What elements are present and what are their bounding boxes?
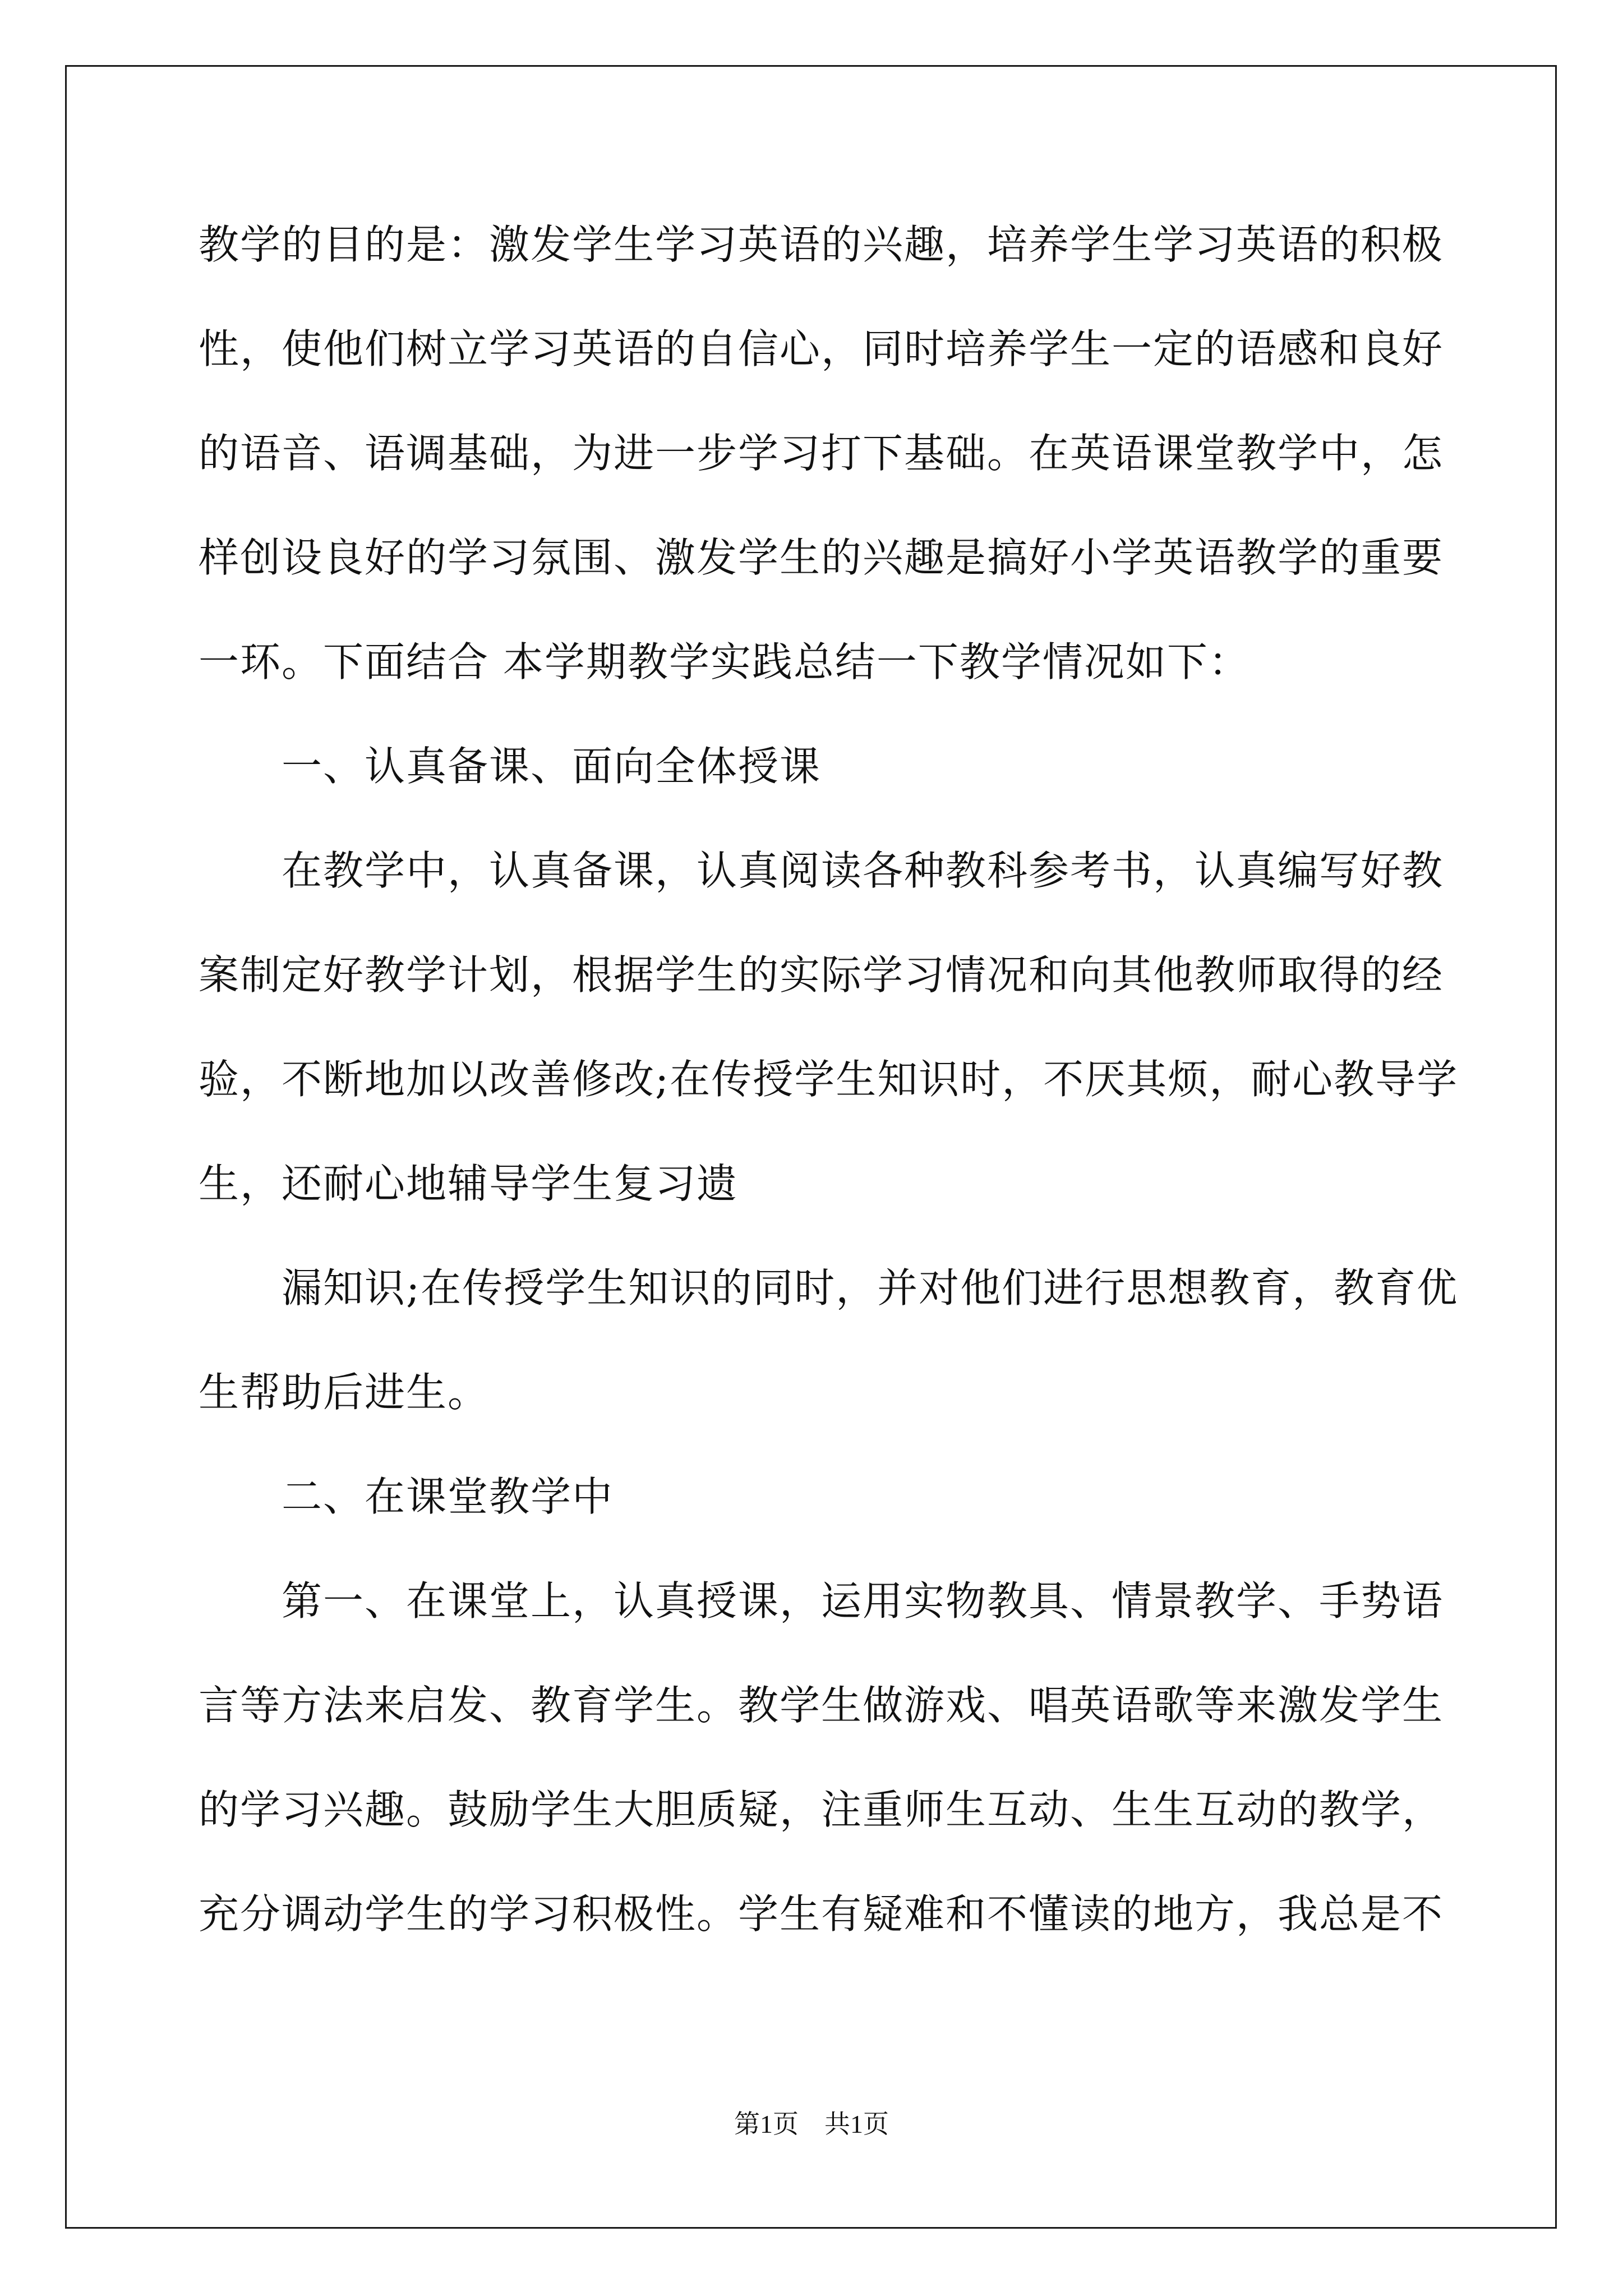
text-line-3: 的语音、语调基础，为进一步学习打下基础。在英语课堂教学中，怎: [199, 430, 1444, 477]
page-footer: 第1页 共1页: [734, 2110, 889, 2138]
text-line-7: 在教学中，认真备课，认真阅读各种教科参考书，认真编写好教: [282, 847, 1444, 894]
text-line-5: 一环。下面结合 本学期教学实践总结一下教学情况如下：: [199, 638, 1250, 685]
text-line-1: 教学的目的是：激发学生学习英语的兴趣，培养学生学习英语的积极: [199, 221, 1444, 268]
text-line-4: 样创设良好的学习氛围、激发学生的兴趣是搞好小学英语教学的重要: [199, 534, 1444, 581]
text-line-15: 言等方法来启发、教育学生。教学生做游戏、唱英语歌等来激发学生: [199, 1682, 1444, 1729]
text-line-8: 案制定好教学计划，根据学生的实际学习情况和向其他教师取得的经: [199, 951, 1444, 999]
section-heading-2: 二、在课堂教学中: [282, 1473, 614, 1520]
text-line-14: 第一、在课堂上，认真授课，运用实物教具、情景教学、手势语: [282, 1577, 1444, 1625]
text-line-16: 的学习兴趣。鼓励学生大胆质疑，注重师生互动、生生互动的教学，: [199, 1786, 1444, 1833]
text-line-12: 生帮助后进生。: [199, 1369, 490, 1416]
text-line-2: 性，使他们树立学习英语的自信心，同时培养学生一定的语感和良好: [199, 325, 1444, 372]
text-line-9: 验，不断地加以改善修改;在传授学生知识时，不厌其烦，耐心教导学: [199, 1056, 1459, 1103]
text-line-11: 漏知识;在传授学生知识的同时，并对他们进行思想教育，教育优: [282, 1264, 1459, 1312]
section-heading-1: 一、认真备课、面向全体授课: [282, 743, 822, 790]
text-line-17: 充分调动学生的学习积极性。学生有疑难和不懂读的地方，我总是不: [199, 1890, 1444, 1938]
text-line-10: 生，还耐心地辅导学生复习遗: [199, 1160, 739, 1207]
